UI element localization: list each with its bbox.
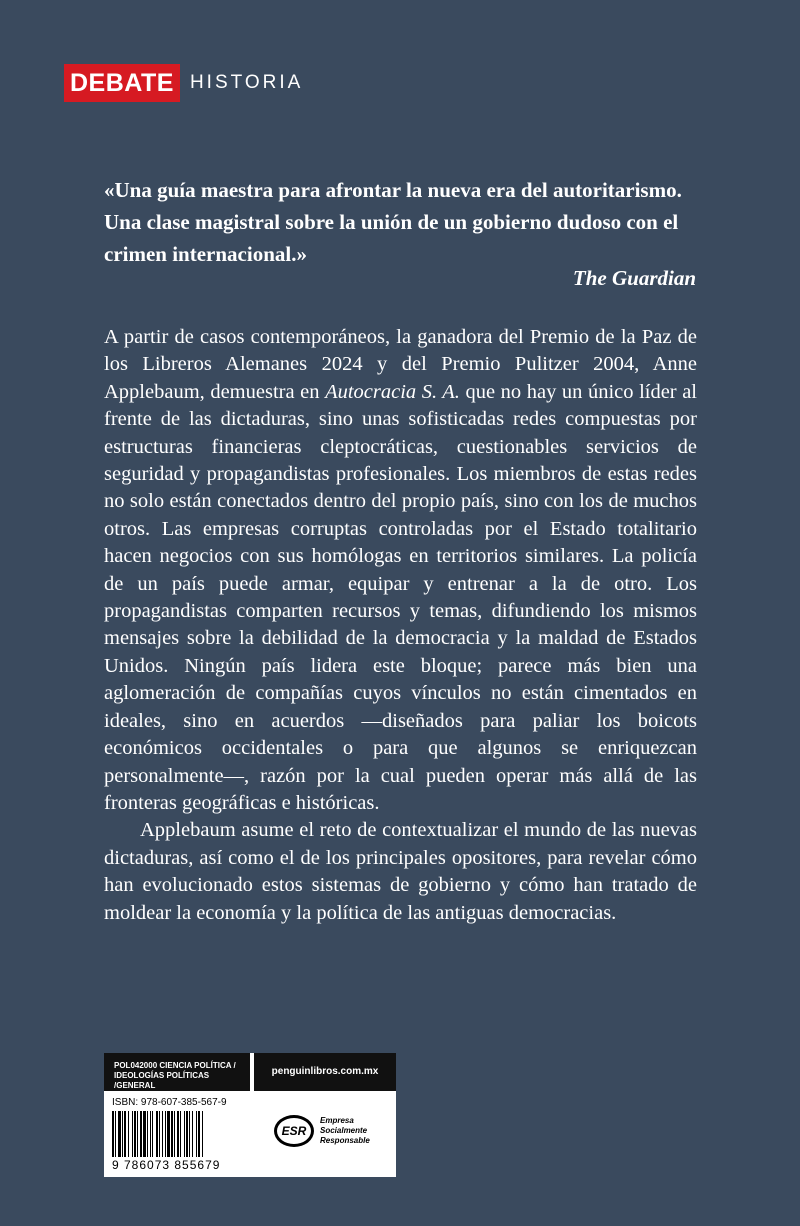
category-label xyxy=(104,1053,250,1091)
category-line: POL042000 CIENCIA POLÍTICA / xyxy=(114,1061,236,1070)
review-quote: «Una guía maestra para afrontar la nueva era del autoritarismo. Una clase magistral sobre la unión de un gobierno dudoso con el crimen internacional.» xyxy=(104,178,682,266)
esr-badge xyxy=(274,1115,370,1147)
synopsis-text: A partir de casos contemporáneos, la ganadora del Premio de la Paz de los Libreros Alemanes 2024 y del Premio Pulitzer 2004, Anne Applebaum, demuestra en xyxy=(104,326,697,403)
esr-line: Socialmente xyxy=(320,1126,368,1135)
brand-name: DEBATE xyxy=(64,64,180,102)
esr-label xyxy=(320,1116,370,1146)
imprint-name: HISTORIA xyxy=(189,72,304,93)
isbn-label: ISBN: 978-607-385-567-9 xyxy=(112,1097,227,1108)
barcode-icon xyxy=(112,1111,244,1157)
barcode-number: 9 786073 855679 xyxy=(112,1158,221,1172)
publisher-logo xyxy=(64,64,303,102)
barcode-infobox xyxy=(104,1053,396,1177)
synopsis-text: que no hay un único líder al frente de las dictaduras, sino unas sofisticadas redes compuestas por estructuras financieras cleptocráticas, cuestionables servicios de seguridad y propagandistas profesionales. Los miembros de estas redes no solo están conectados dentro del propio país, sino con los de muchos otros. Las empresas corruptas controladas por el Estado totalitario hacen negocios con sus homólogas en territorios similares. La policía de un país puede armar, equipar y entrenar a la de otro. Los propagandistas comparten recursos y temas, difundiendo los mismos mensajes sobre la debilidad de la democracia y la maldad de Estados Unidos. Ningún país lidera este bloque; parece más bien una aglomeración de compañías cuyos vínculos no están cimentados en ideales, sino en acuerdos —diseñados para paliar los boicots económicos occidentales o para que algunos se enriquezcan personalmente—, razón por la cual pueden operar más allá de las fronteras geográficas e históricas. xyxy=(104,380,697,814)
book-title: Autocracia S. A. xyxy=(325,380,460,403)
synopsis-paragraph-1 xyxy=(104,324,697,817)
esr-line: Responsable xyxy=(320,1136,370,1145)
esr-logo-icon: ESR xyxy=(274,1115,314,1147)
synopsis-paragraph-2: Applebaum asume el reto de contextualizar el mundo de las nuevas dictaduras, así como el de los principales opositores, para revelar cómo han evolucionado estos sistemas de gobierno y cómo han tratado de moldear la economía y la política de las antiguas democracias. xyxy=(104,819,697,924)
synopsis xyxy=(104,324,697,927)
category-line: IDEOLOGÍAS POLÍTICAS /GENERAL xyxy=(114,1071,210,1090)
quote-source: The Guardian xyxy=(572,266,696,290)
website-url: penguinlibros.com.mx xyxy=(254,1053,396,1091)
esr-line: Empresa xyxy=(320,1116,354,1125)
